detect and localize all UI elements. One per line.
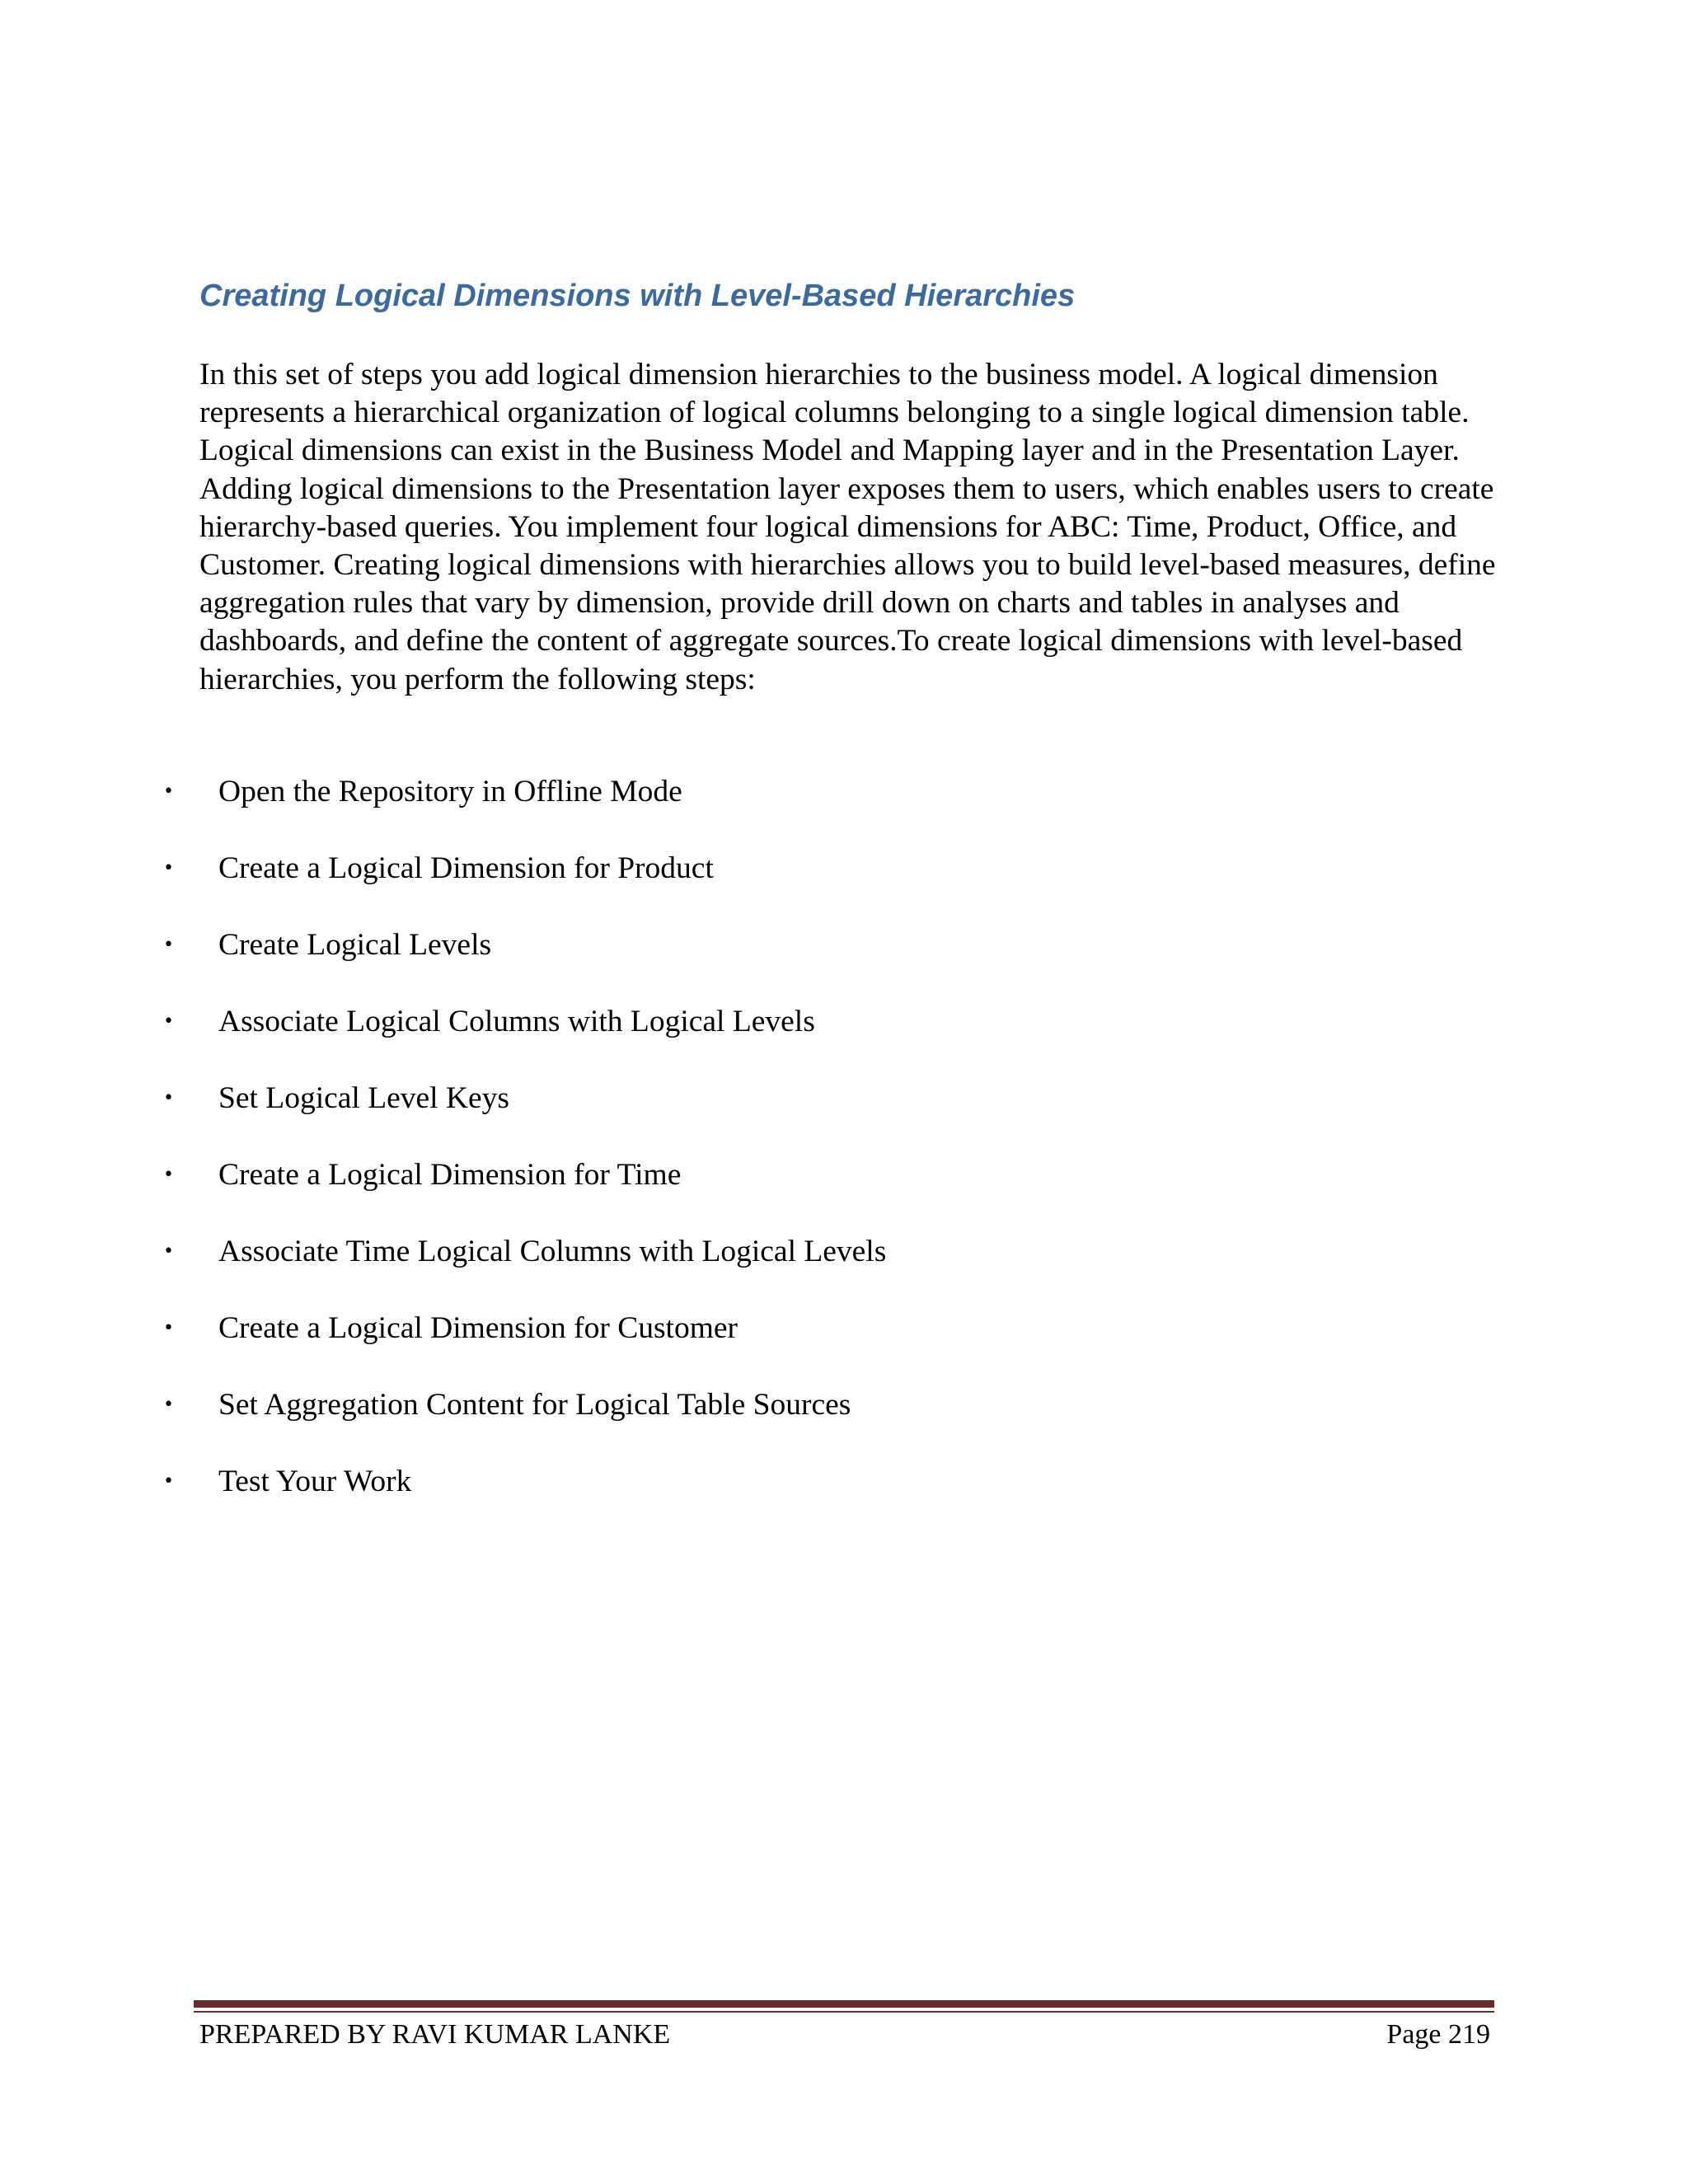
- step-label: Create a Logical Dimension for Customer: [218, 1311, 738, 1345]
- bullet-icon: •: [163, 1165, 174, 1185]
- bullet-icon: •: [163, 1471, 174, 1492]
- step-label: Set Aggregation Content for Logical Table Sources: [218, 1388, 851, 1422]
- section-heading: Creating Logical Dimensions with Level-Based Hierarchies: [199, 279, 1076, 313]
- step-label: Open the Repository in Offline Mode: [218, 775, 682, 808]
- bullet-icon: •: [163, 935, 174, 955]
- bullet-icon: •: [163, 1318, 174, 1338]
- footer-rule: [194, 2000, 1494, 2008]
- step-label: Set Logical Level Keys: [218, 1081, 510, 1115]
- bullet-icon: •: [163, 1394, 174, 1415]
- bullet-icon: •: [163, 1011, 174, 1032]
- step-label: Associate Time Logical Columns with Logical Levels: [218, 1235, 887, 1268]
- bullet-icon: •: [163, 1241, 174, 1262]
- step-label: Create a Logical Dimension for Product: [218, 851, 714, 885]
- page-number: Page 219: [1386, 2019, 1490, 2050]
- step-label: Associate Logical Columns with Logical Levels: [218, 1005, 815, 1038]
- bullet-icon: •: [163, 1088, 174, 1108]
- footer-rule-thin: [194, 2011, 1494, 2013]
- bullet-icon: •: [163, 781, 174, 802]
- step-label: Create Logical Levels: [218, 928, 492, 962]
- footer-author: PREPARED BY RAVI KUMAR LANKE: [199, 2019, 671, 2050]
- step-label: Test Your Work: [218, 1465, 412, 1498]
- step-label: Create a Logical Dimension for Time: [218, 1158, 682, 1192]
- intro-paragraph: In this set of steps you add logical dimension hierarchies to the business model. A logical dimension represents a hierarchical organization of logical columns belonging to a single logical dimension table. Logical dimensions can exist in the Business Model and Mapping layer and in the Presentation Layer. Adding logical dimensions to the Presentation layer exposes them to users, which enables users to create hierarchy-based queries. You implement four logical dimensions for ABC: Time, Product, Office, and Customer. Creating logical dimensions with hierarchies allows you to build level-based measures, define aggregation rules that vary by dimension, provide drill down on charts and tables in analyses and dashboards, and define the content of aggregate sources.To create logical dimensions with level-based hierarchies, you perform the following steps:: [199, 358, 1496, 696]
- bullet-icon: •: [163, 858, 174, 879]
